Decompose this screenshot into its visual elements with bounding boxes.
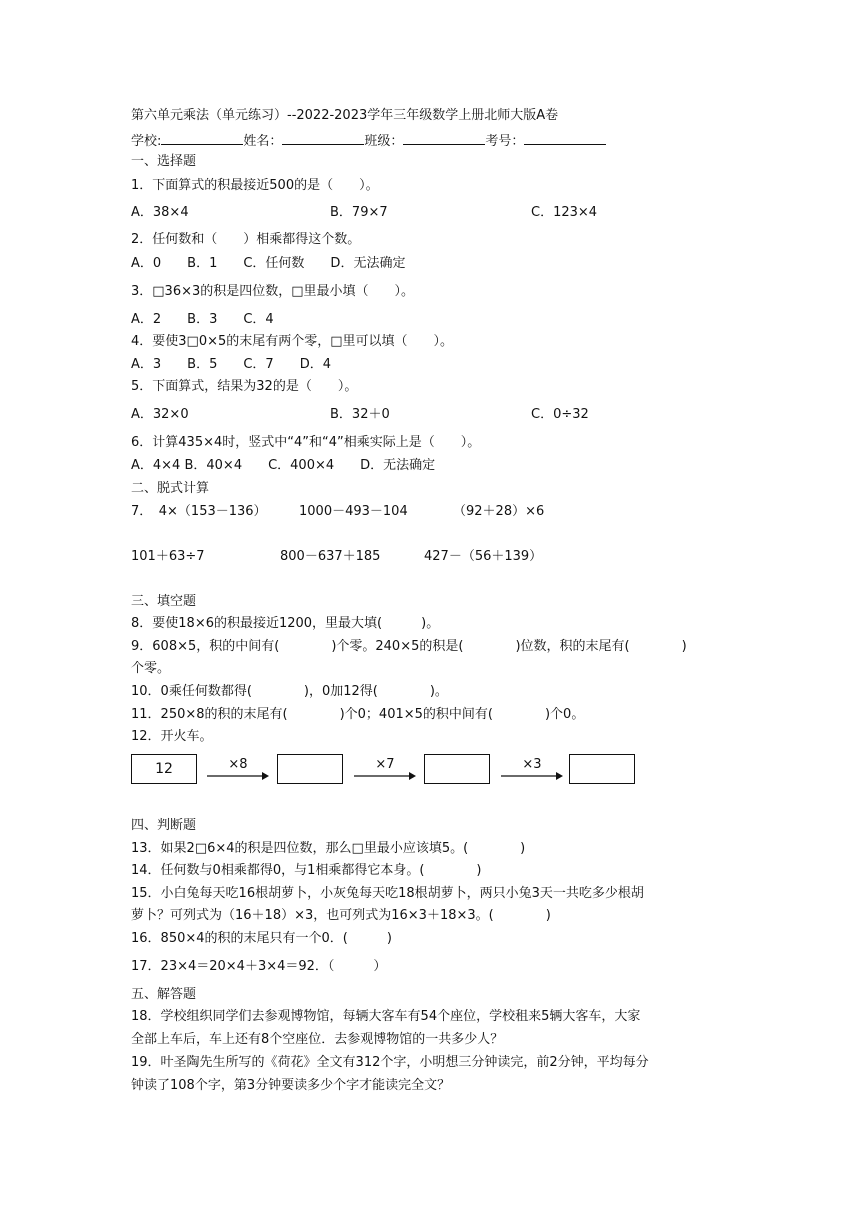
question-7-expression-4: 101＋63÷7 <box>131 549 205 564</box>
right-arrow-icon <box>207 772 269 780</box>
question-6-options: A．4×4 B．40×4 C．400×4 D．无法确定 <box>131 458 436 473</box>
operation-label: ×3 <box>522 757 542 772</box>
question-12-stem: 12．开火车。 <box>131 729 213 744</box>
school-field[interactable] <box>161 131 243 145</box>
question-1-stem: 1．下面算式的积最接近500的是（ ）。 <box>131 178 379 193</box>
question-2-stem: 2．任何数和（ ）相乘都得这个数。 <box>131 232 361 247</box>
student-info-line <box>131 131 606 150</box>
question-13: 13．如果2□6×4的积是四位数，那么□里最小应该填5。( ) <box>131 841 526 856</box>
question-14: 14．任何数与0相乘都得0，与1相乘都得它本身。( ) <box>131 863 482 878</box>
question-4-options: A．3 B．5 C．7 D．4 <box>131 357 331 372</box>
exam-number-label: 考号： <box>485 134 525 149</box>
question-3-stem: 3．□36×3的积是四位数，□里最小填（ ）。 <box>131 284 415 299</box>
train-start-value: 12 <box>155 761 173 777</box>
question-1-option-c: C．123×4 <box>531 205 598 220</box>
right-arrow-icon <box>354 772 416 780</box>
question-19-line-2: 钟读了108个字，第3分钟要读多少个字才能读完全文？ <box>131 1078 451 1093</box>
question-7-expression-3: （92＋28）×6 <box>453 504 545 519</box>
question-4-stem: 4．要使3□0×5的末尾有两个零，□里可以填（ ）。 <box>131 334 454 349</box>
section-heading: 五、解答题 <box>131 987 197 1002</box>
question-5-option-c: C．0÷32 <box>531 407 589 422</box>
section-heading: 四、判断题 <box>131 818 197 833</box>
class-field[interactable] <box>403 131 485 145</box>
question-8: 8．要使18×6的积最接近1200，里最大填( )。 <box>131 616 440 631</box>
question-7-expression-6: 427－（56＋139） <box>424 549 543 564</box>
train-answer-box-3[interactable] <box>569 754 635 784</box>
operation-label: ×8 <box>228 757 248 772</box>
question-1-option-b: B．79×7 <box>330 205 388 220</box>
question-3-options: A．2 B．3 C．4 <box>131 312 274 327</box>
class-label: 班级： <box>364 134 404 149</box>
section-heading: 三、填空题 <box>131 594 197 609</box>
question-2-options: A．0 B．1 C．任何数 D．无法确定 <box>131 256 406 271</box>
school-label: 学校: <box>131 134 162 149</box>
question-18-line-1: 18．学校组织同学们去参观博物馆，每辆大客车有54个座位，学校租来5辆大客车，大家 <box>131 1009 641 1024</box>
question-5-stem: 5．下面算式，结果为32的是（ ）。 <box>131 379 358 394</box>
section-heading: 一、选择题 <box>131 154 197 169</box>
exam-number-field[interactable] <box>524 131 606 145</box>
question-18-line-2: 全部上车后，车上还有8个空座位．去参观博物馆的一共多少人？ <box>131 1032 504 1047</box>
operation-label: ×7 <box>375 757 395 772</box>
name-label: 姓名： <box>243 134 283 149</box>
train-start-box <box>131 754 197 784</box>
train-arrow-3 <box>501 758 563 780</box>
train-arrow-1 <box>207 758 269 780</box>
question-6-stem: 6．计算435×4时，竖式中“4”和“4”相乘实际上是（ ）。 <box>131 435 481 450</box>
question-1-option-a: A．38×4 <box>131 205 189 220</box>
question-15-line-2: 萝卜？可列式为（16＋18）×3，也可列式为16×3＋18×3。( ) <box>131 908 551 923</box>
question-19-line-1: 19．叶圣陶先生所写的《荷花》全文有312个字，小明想三分钟读完，前2分钟，平均每分 <box>131 1055 649 1070</box>
question-5-option-b: B．32＋0 <box>330 407 390 422</box>
train-arrow-2 <box>354 758 416 780</box>
document-title: 第六单元乘法（单元练习）--2022-2023学年三年级数学上册北师大版A卷 <box>131 108 559 123</box>
question-11: 11．250×8的积的末尾有( )个0；401×5的积中间有( )个0。 <box>131 707 585 722</box>
question-10: 10．0乘任何数都得( )，0加12得( )。 <box>131 684 448 699</box>
question-5-option-a: A．32×0 <box>131 407 189 422</box>
question-17: 17．23×4＝20×4＋3×4＝92．（ ） <box>131 959 387 974</box>
name-field[interactable] <box>282 131 364 145</box>
question-15-line-1: 15．小白兔每天吃16根胡萝卜，小灰兔每天吃18根胡萝卜，两只小兔3天一共吃多少根胡 <box>131 886 644 901</box>
train-answer-box-1[interactable] <box>277 754 343 784</box>
train-answer-box-2[interactable] <box>424 754 490 784</box>
question-16: 16．850×4的积的末尾只有一个0．( ) <box>131 931 392 946</box>
question-9-line-1: 9．608×5，积的中间有( )个零。240×5的积是( )位数，积的末尾有( ) <box>131 639 687 654</box>
question-7-expression-5: 800－637＋185 <box>280 549 381 564</box>
question-7-expression-2: 1000－493－104 <box>299 504 408 519</box>
section-heading: 二、脱式计算 <box>131 481 210 496</box>
question-9-line-2: 个零。 <box>131 661 171 676</box>
question-7-expression-1: 7． 4×（153－136） <box>131 504 267 519</box>
right-arrow-icon <box>501 772 563 780</box>
